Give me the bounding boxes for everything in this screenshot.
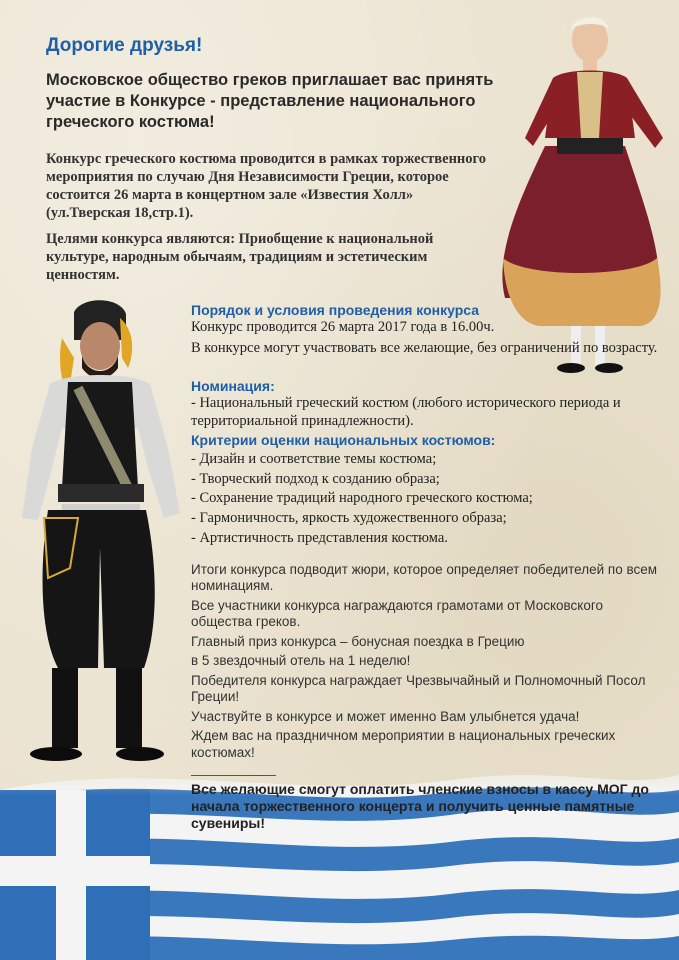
results-line: Главный приз конкурса – бонусная поездка в Грецию bbox=[191, 633, 525, 649]
page-heading: Дорогие друзья! bbox=[46, 35, 203, 56]
results-line: Итоги конкурса подводит жюри, которое определяет победителей по всем номинациям. bbox=[191, 562, 658, 594]
divider bbox=[191, 775, 276, 776]
results-line: Победителя конкурса награждает Чрезвычайный и Полномочный Посол Греции! bbox=[191, 672, 646, 705]
rules-title: Порядок и условия проведения конкурса bbox=[191, 302, 480, 318]
criteria-title: Критерии оценки национальных костюмов: bbox=[191, 432, 496, 448]
rules-section bbox=[191, 302, 661, 357]
membership-note: Все желающие смогут оплатить членские взносы в кассу МОГ до начала торжественного концерта и получить ценные памятные сувениры! bbox=[191, 781, 649, 832]
nomination-title: Номинация: bbox=[191, 378, 275, 394]
criteria-item: - Дизайн и соответствие темы костюма; bbox=[191, 451, 437, 468]
results-line: Все участники конкурса награждаются грамотами от Московского общества греков. bbox=[191, 597, 604, 630]
contest-goals: Целями конкурса являются: Приобщение к национальной культуре, народным обычаям, традициям и эстетическим ценностям. bbox=[46, 231, 434, 284]
results-section bbox=[191, 562, 661, 761]
criteria-item: - Гармоничность, яркость художественного образа; bbox=[191, 510, 507, 527]
man-in-greek-costume-photo bbox=[8, 298, 193, 768]
criteria-item: - Творческий подход к созданию образа; bbox=[191, 470, 440, 487]
criteria-item: - Артистичность представления костюма. bbox=[191, 529, 448, 546]
results-line: в 5 звездочный отель на 1 неделю! bbox=[191, 653, 411, 669]
rules-line: Конкурс проводится 26 марта 2017 года в 16.00ч. bbox=[191, 319, 495, 336]
rules-line: В конкурсе могут участвовать все желающие, без ограничений по возрасту. bbox=[191, 339, 658, 356]
nomination-line: - Национальный греческий костюм (любого исторического периода и территориальной принадлежности). bbox=[191, 395, 621, 429]
intro-text: Московское общество греков приглашает вас принять участие в Конкурсе - представление национального греческого костюма! bbox=[46, 71, 494, 132]
results-line: Ждем вас на праздничном мероприятии в национальных греческих костюмах! bbox=[191, 728, 616, 760]
nomination-section bbox=[191, 378, 661, 430]
results-line: Участвуйте в конкурсе и может именно Вам улыбнется удача! bbox=[191, 708, 580, 724]
criteria-section bbox=[191, 432, 661, 548]
criteria-item: - Сохранение традиций народного греческого костюма; bbox=[191, 490, 533, 507]
contest-description: Конкурс греческого костюма проводится в рамках торжественного мероприятия по случаю Дня Независимости Греции, которое состоится 26 марта в концертном зале «Известия Холл» (ул.Тверская 18,стр.1). bbox=[46, 151, 487, 222]
